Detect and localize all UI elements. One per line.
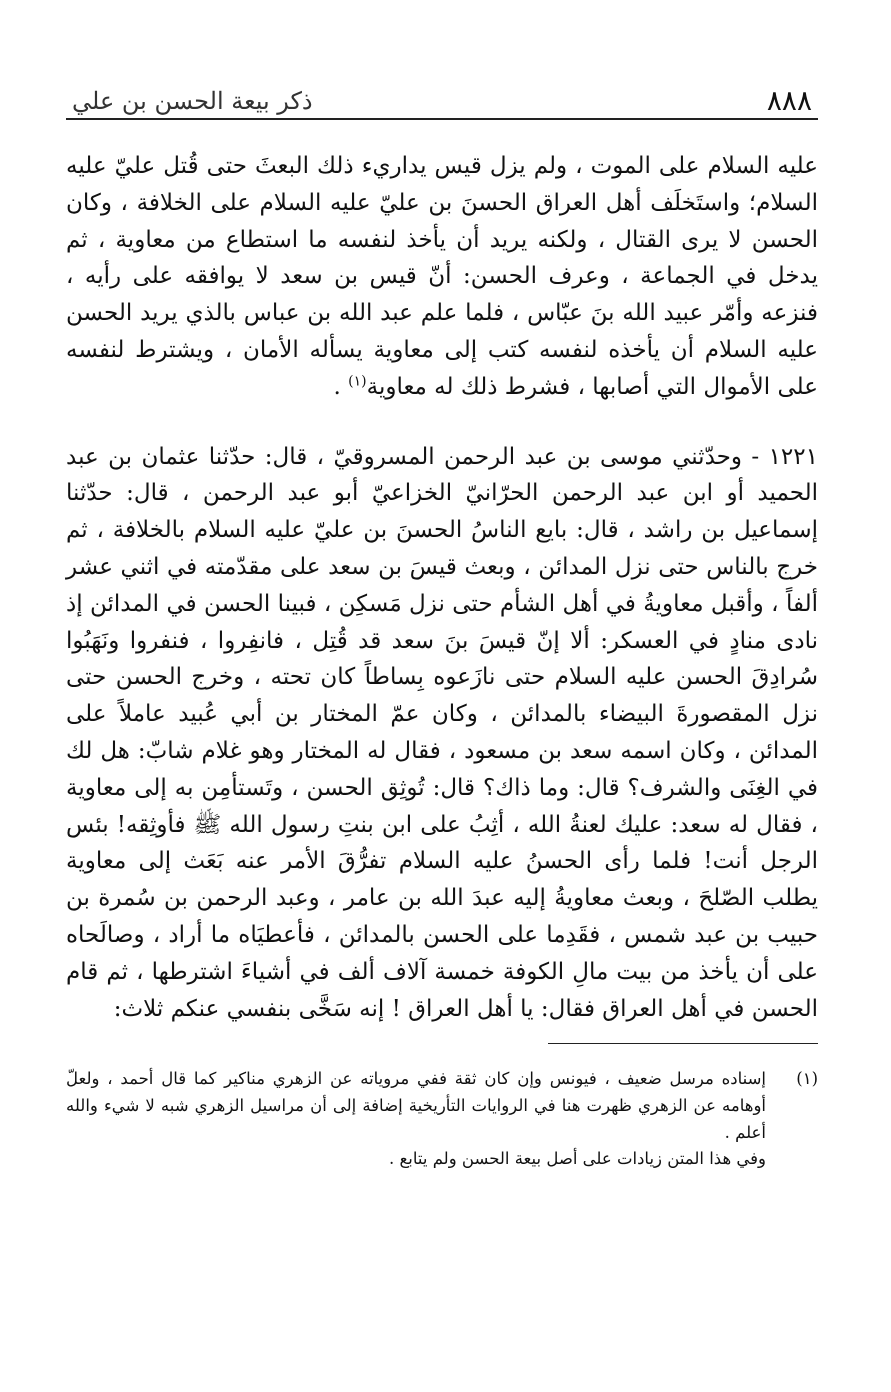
footnote-text-2: وفي هذا المتن زيادات على أصل بيعة الحسن ولم يتابع .	[388, 1149, 766, 1169]
footnote-1	[66, 1066, 818, 1172]
paragraph-1-end: .	[333, 373, 349, 400]
footnote-text-1: إسناده مرسل ضعيف ، فيونس وإن كان ثقة ففي مروياته عن الزهري مناكير كما قال أحمد ، ولعلّ أوهامه عن الزهري ظهرت هنا في الروايات التأريخية إضافة إلى أن مراسيل الزهري شبه لا شيء والله أعلم .	[66, 1069, 766, 1142]
footnote-marker: (١)	[796, 1069, 818, 1089]
book-page	[66, 78, 818, 1368]
running-title: ذكر بيعة الحسن بن علي	[72, 87, 313, 115]
page-header	[66, 78, 818, 122]
paragraph-2: ١٢٢١ - وحدّثني موسى بن عبد الرحمن المسروقيّ ، قال: حدّثنا عثمان بن عبد الحميد أو ابن عبد الرحمن الحرّانيّ الخزاعيّ أبو عبد الرحمن ، قال: حدّثنا إسماعيل بن راشد ، قال: بايع الناسُ الحسنَ بن عليّ عليه السلام بالخلافة ، ثم خرج بالناس حتى نزل المدائن ، وبعث قيسَ بن سعد على مقدّمته في اثني عشر ألفاً ، وأقبل معاويةُ في أهل الشأم حتى نزل مَسكِن ، فبينا الحسن في المدائن إذ نادى منادٍ في العسكر: ألا إنّ قيسَ بنَ سعد قد قُتِل ، فانفِروا ، فنفروا ونَهَبُوا سُرادِقَ الحسن عليه السلام حتى نازَعوه بِساطاً كان تحته ، وخرج الحسن حتى نزل المقصورةَ البيضاء بالمدائن ، وكان عمّ المختار بن أبي عُبيد عاملاً على المدائن ، وكان اسمه سعد بن مسعود ، فقال له المختار وهو غلام شابّ: هل لك في الغِنَى والشرف؟ قال: وما ذاك؟ قال: تُوثِق الحسن ، وتَستأمِن به إلى معاوية ، فقال له سعد: عليك لعنةُ الله ، أثِبُ على ابن بنتِ رسول الله ﷺ فأوثِقه! بئس الرجل أنت! فلما رأى الحسنُ عليه السلام تفرُّقَ الأمر عنه بَعَث إلى معاوية يطلب الصّلحَ ، وبعث معاويةُ إليه عبدَ الله بن عامر ، وعبد الرحمن بن سُمرة بن حبيب بن عبد شمس ، فقَدِما على الحسن بالمدائن ، فأعطيَاه ما أراد ، وصالَحاه على أن يأخذ من بيت مالِ الكوفة خمسة آلاف ألف في أشياءَ اشترطها ، ثم قام الحسن في أهل العراق فقال: يا أهل العراق ! إنه سَخَّى بنفسي عنكم ثلاث:	[66, 443, 818, 1022]
page-number: ٨٨٨	[766, 84, 812, 117]
paragraph-1	[66, 148, 818, 406]
footnote-separator	[548, 1043, 818, 1044]
header-rule	[66, 118, 818, 120]
footnote-ref-1[interactable]: (١)	[348, 373, 367, 390]
paragraph-1-text: عليه السلام على الموت ، ولم يزل قيس يداريء ذلك البعثَ حتى قُتل عليّ عليه السلام؛ واستَخلَف أهل العراق الحسنَ بن عليّ عليه السلام على الخلافة ، وكان الحسن لا يرى القتال ، ولكنه يريد أن يأخذ لنفسه ما استطاع من معاوية ، ثم يدخل في الجماعة ، وعرف الحسن: أنّ قيس بن سعد لا يوافقه على رأيه ، فنزعه وأمّر عبيد الله بنَ عبّاس ، فلما علم عبد الله بن عباس بالذي يريد الحسن عليه السلام أن يأخذه لنفسه كتب إلى معاوية يسأله الأمان ، ويشترط لنفسه على الأموال التي أصابها ، فشرط ذلك له معاوية	[66, 153, 818, 400]
footnote-body	[66, 1066, 766, 1172]
footnotes	[66, 1066, 818, 1172]
main-text	[66, 148, 818, 1027]
